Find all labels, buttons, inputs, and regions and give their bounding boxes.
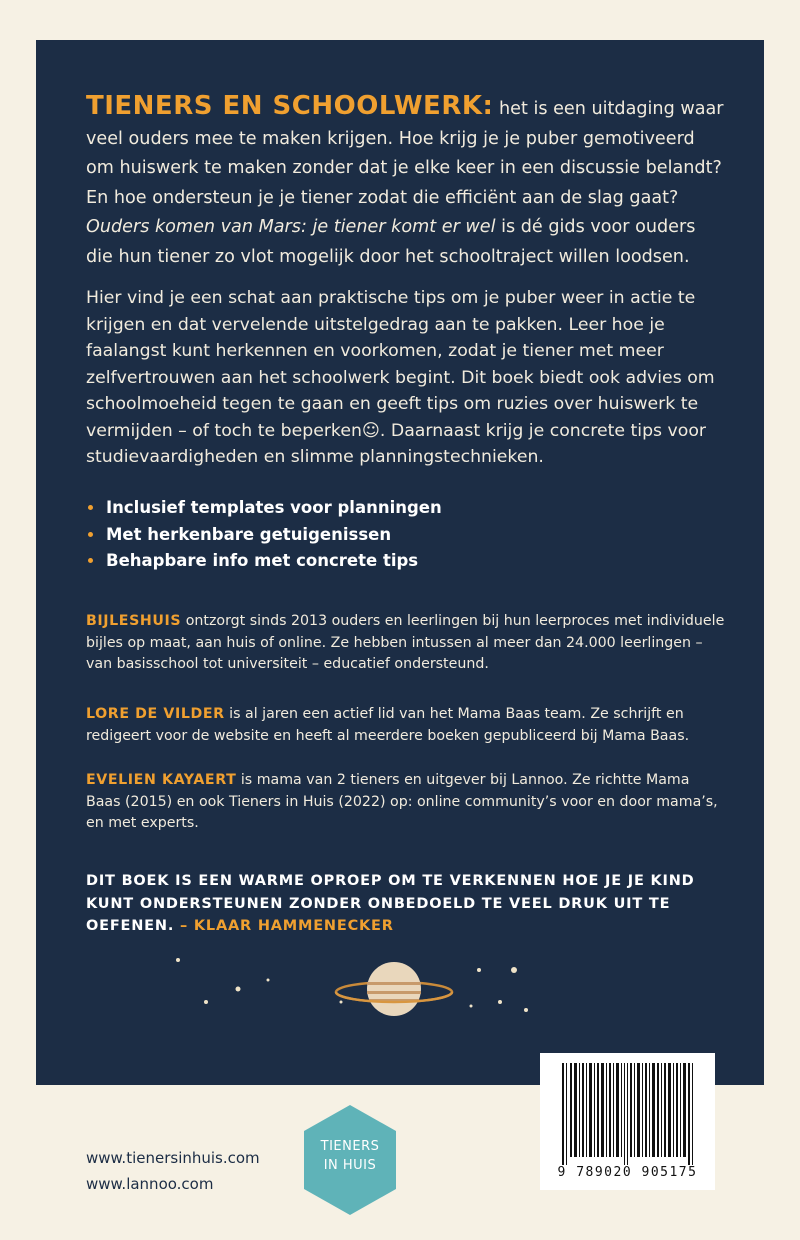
- url-lannoo[interactable]: www.lannoo.com: [86, 1175, 214, 1193]
- barcode: [540, 1053, 715, 1190]
- intro-kicker: TIENERS EN SCHOOLWERK:: [86, 91, 494, 121]
- feature-item: Inclusief templates voor planningen: [86, 495, 726, 522]
- intro-paragraph: [86, 92, 726, 272]
- bullet-dot-icon: [88, 505, 93, 510]
- feature-list: [86, 495, 726, 575]
- body-paragraph: Hier vind je een schat aan praktische tips om je puber weer in actie te krijgen en dat vervelende uitstelgedrag aan te pakken. Leer hoe je faalangst kunt herkennen en voorkomen, zodat je tiener met meer zelfvertrouwen aan het schoolwerk begint. Dit boek biedt ook advies om schoolmoeheid tegen te gaan en geeft tips om ruzies over huiswerk te vermijden – of toch te beperken☺. Daarnaast krijg je concrete tips voor studievaardigheden en slimme planningstechnieken.: [86, 288, 715, 467]
- website-links: [86, 1145, 260, 1197]
- bullet-dot-icon: [88, 558, 93, 563]
- url-tienersinhuis[interactable]: www.tienersinhuis.com: [86, 1149, 260, 1167]
- book-title: Ouders komen van Mars: je tiener komt er wel: [86, 217, 496, 237]
- saturn-icon: [336, 962, 452, 1016]
- intro-text-a: het is een uitdaging waar veel ouders mee te maken krijgen. Hoe krijg je je puber gemotiveerd om huiswerk te maken zonder dat je elke keer in een discussie belandt? En hoe ondersteun je je tiener zodat die efficiënt aan de slag gaat?: [86, 99, 724, 208]
- bio-lore-de-vilder: LORE DE VILDER is al jaren een actief lid van het Mama Baas team. Ze schrijft en redigeert voor de website en heeft al meerdere boeken gepubliceerd bij Mama Baas.: [86, 706, 690, 744]
- quote-text: DIT BOEK IS EEN WARME OPROEP OM TE VERKENNEN HOE JE JE KIND KUNT ONDERSTEUNEN ZONDER ONBEDOELD TE VEEL DRUK UIT TE OEFENEN.: [86, 873, 695, 934]
- bio-evelien-kayaert: EVELIEN KAYAERT is mama van 2 tieners en uitgever bij Lannoo. Ze richtte Mama Baas (2015) en ook Tieners in Huis (2022) op: online community’s voor en door mama’s, en met experts.: [86, 772, 718, 831]
- logo-text: TIENERS IN HUIS: [320, 1139, 380, 1173]
- back-cover-panel: [36, 40, 764, 1085]
- feature-item: Behapbare info met concrete tips: [86, 548, 726, 575]
- feature-item: Met herkenbare getuigenissen: [86, 522, 726, 549]
- bullet-dot-icon: [88, 532, 93, 537]
- bio-bijleshuis: BIJLESHUIS ontzorgt sinds 2013 ouders en leerlingen bij hun leerproces met individuele bijles op maat, aan huis of online. Ze hebben intussen al meer dan 24.000 leerlingen – van basisschool tot universiteit – educatief ondersteund.: [86, 613, 725, 672]
- quote-attribution: – KLAAR HAMMENECKER: [179, 918, 394, 934]
- intro-text-b: is dé gids voor ouders die hun tiener zo vlot mogelijk door het schooltraject willen loodsen.: [86, 217, 696, 267]
- isbn-number: 9 789020 905175: [557, 1165, 698, 1180]
- barcode-bars: [540, 1053, 715, 1165]
- endorsement-quote: [86, 870, 726, 938]
